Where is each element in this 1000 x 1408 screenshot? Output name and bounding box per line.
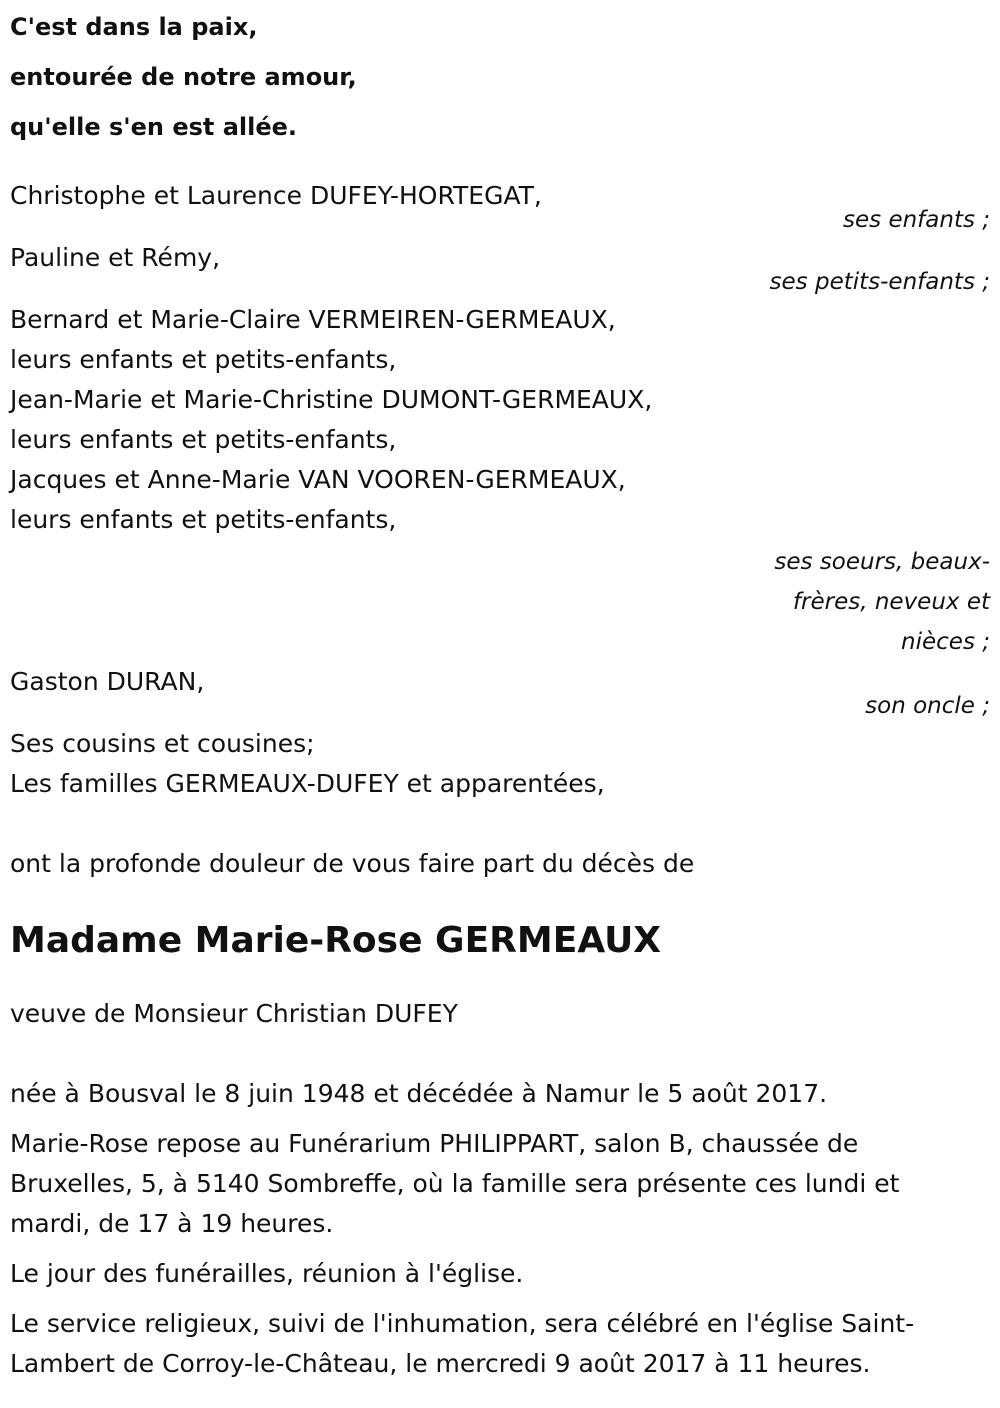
details-line: Le service religieux, suivi de l'inhumation, sera célébré en l'église Saint- [10, 1309, 915, 1338]
family-names: Christophe et Laurence DUFEY-HORTEGAT, [10, 181, 542, 210]
verse-line: entourée de notre amour, [10, 63, 357, 91]
details-line: née à Bousval le 8 juin 1948 et décédée à Namur le 5 août 2017. [10, 1079, 828, 1108]
details-line: mardi, de 17 à 19 heures. [10, 1209, 334, 1238]
funeral-details [10, 1074, 990, 1384]
widow-of: veuve de Monsieur Christian DUFEY [10, 999, 458, 1028]
family-names: Bernard et Marie-Claire VERMEIREN-GERMEAUX, [10, 305, 616, 334]
family-uncle [10, 662, 990, 726]
obituary-notice [10, 0, 990, 1394]
family-names: Ses cousins et cousines; [10, 729, 315, 758]
family-names: leurs enfants et petits-enfants, [10, 345, 397, 374]
family-names: Jacques et Anne-Marie VAN VOOREN-GERMEAUX, [10, 465, 626, 494]
family-names: Jean-Marie et Marie-Christine DUMONT-GERMEAUX, [10, 385, 653, 414]
deceased-name: Madame Marie-Rose GERMEAUX [10, 920, 662, 961]
details-line: Bruxelles, 5, à 5140 Sombreffe, où la famille sera présente ces lundi et [10, 1169, 900, 1198]
family-names: Gaston DURAN, [10, 667, 205, 696]
family-relation: ses petits-enfants ; [769, 269, 990, 295]
family-grandchildren [10, 238, 990, 302]
family-relation: ses enfants ; [843, 207, 990, 233]
family-names: leurs enfants et petits-enfants, [10, 425, 397, 454]
verse-line: qu'elle s'en est allée. [10, 113, 298, 141]
family-names: Pauline et Rémy, [10, 243, 221, 272]
family-relation: son oncle ; [865, 693, 990, 719]
details-line: Lambert de Corroy-le-Château, le mercredi 9 août 2017 à 11 heures. [10, 1349, 871, 1378]
details-paragraph [10, 1304, 990, 1384]
family-relation: nièces ; [901, 629, 990, 655]
details-paragraph [10, 1254, 990, 1294]
announcement: ont la profonde douleur de vous faire part du décès de [10, 849, 695, 878]
verse-line: C'est dans la paix, [10, 13, 258, 41]
family-others [10, 724, 990, 804]
details-paragraph [10, 1074, 990, 1114]
family-relation: frères, neveux et [792, 589, 990, 615]
family-siblings [10, 300, 990, 662]
details-line: Le jour des funérailles, réunion à l'église. [10, 1259, 524, 1288]
family-children [10, 176, 990, 240]
opening-verse [10, 2, 990, 152]
details-paragraph [10, 1124, 990, 1244]
family-relation: ses soeurs, beaux- [774, 549, 990, 575]
family-names: Les familles GERMEAUX-DUFEY et apparentées, [10, 769, 605, 798]
family-names: leurs enfants et petits-enfants, [10, 505, 397, 534]
details-line: Marie-Rose repose au Funérarium PHILIPPART, salon B, chaussée de [10, 1129, 859, 1158]
